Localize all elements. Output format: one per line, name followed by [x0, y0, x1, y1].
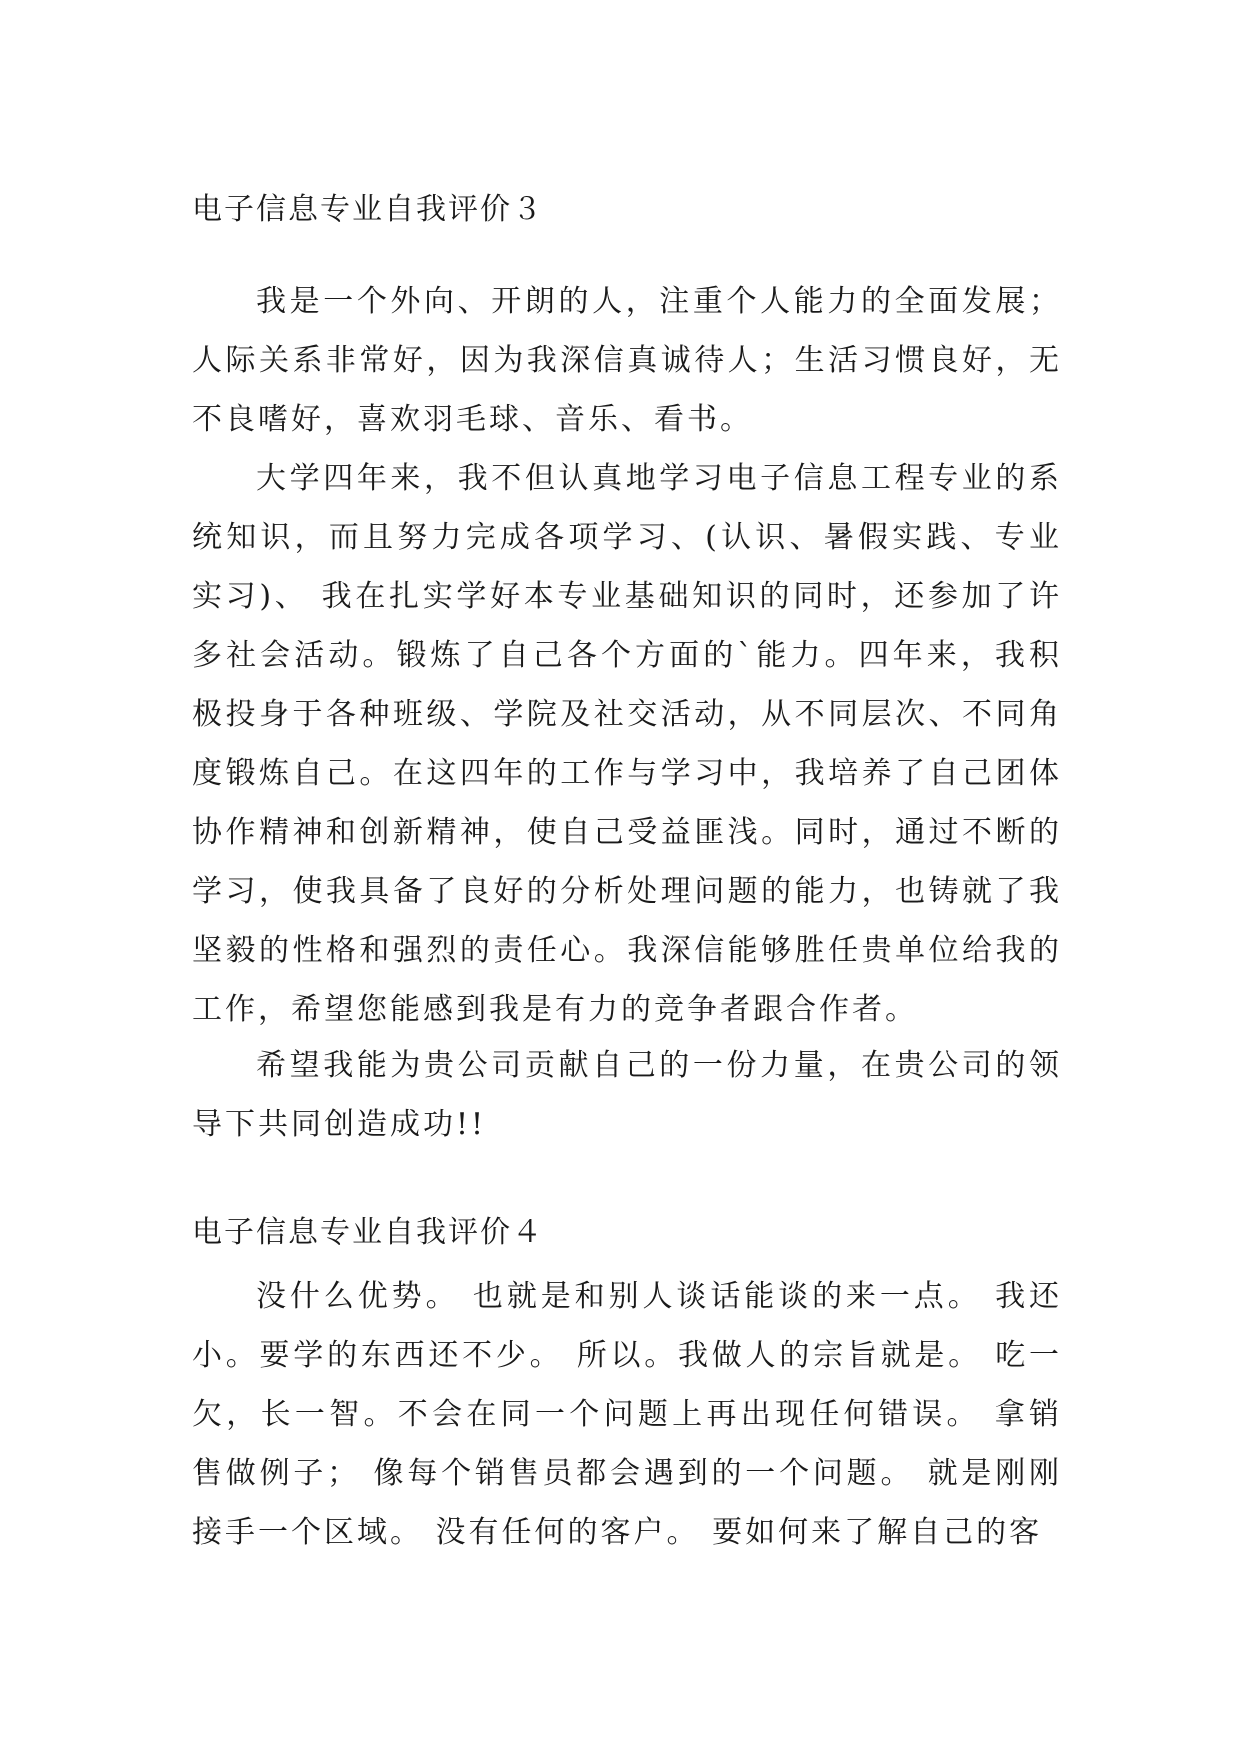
section-title-4: 电子信息专业自我评价４ [192, 1215, 544, 1250]
paragraph: 没什么优势。 也就是和别人谈话能谈的来一点。 我还小。要学的东西还不少。 所以。我做人的宗旨就是。 吃一欠，长一智。不会在同一个问题上再出现任何错误。 拿销售做例子； 像每个销售员都会遇到的一个问题。 就是刚刚接手一个区域。 没有任何的客户。 要如何来了解自己的客 [192, 1279, 1062, 1550]
section-title-3: 电子信息专业自我评价３ [192, 192, 544, 227]
paragraph: 大学四年来，我不但认真地学习电子信息工程专业的系统知识，而且努力完成各项学习、(认识、暑假实践、专业实习)、 我在扎实学好本专业基础知识的同时，还参加了许多社会活动。锻炼了自己各个方面的`能力。四年来，我积极投身于各种班级、学院及社交活动，从不同层次、不同角度锻炼自己。在这四年的工作与学习中，我培养了自己团体协作精神和创新精神，使自己受益匪浅。同时，通过不断的学习，使我具备了良好的分析处理问题的能力，也铸就了我坚毅的性格和强烈的责任心。我深信能够胜任贵单位给我的工作，希望您能感到我是有力的竞争者跟合作者。 [192, 461, 1062, 1027]
paragraph: 希望我能为贵公司贡献自己的一份力量，在贵公司的领导下共同创造成功!! [192, 1048, 1062, 1142]
paragraph: 我是一个外向、开朗的人，注重个人能力的全面发展；人际关系非常好，因为我深信真诚待人；生活习惯良好，无不良嗜好，喜欢羽毛球、音乐、看书。 [192, 284, 1062, 437]
